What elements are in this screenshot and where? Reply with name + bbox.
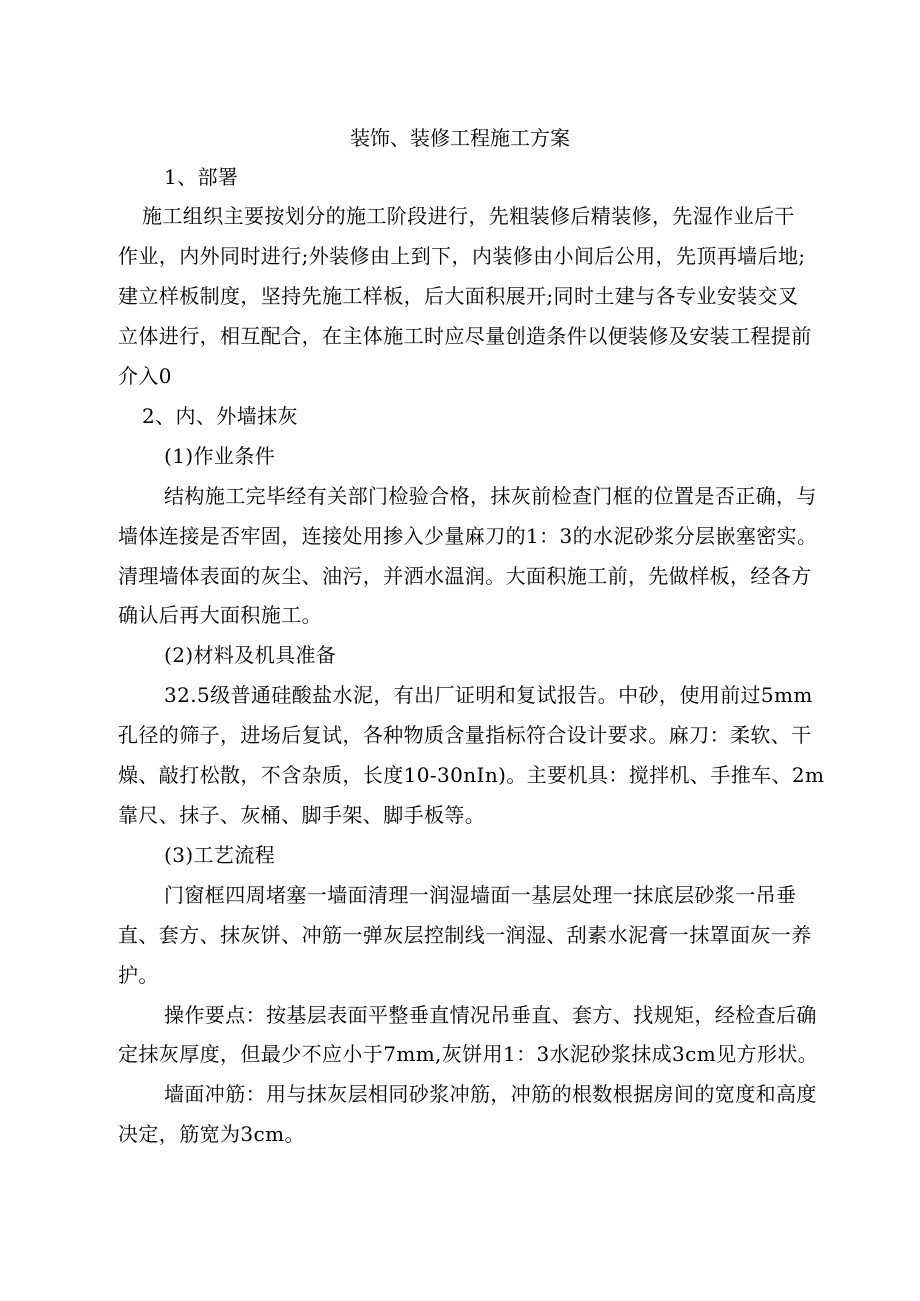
paragraph-line: 结构施工完毕经有关部门检验合格，抹灰前检查门框的位置是否正确，与 bbox=[164, 484, 817, 508]
paragraph-line: 决定，筋宽为3cm。 bbox=[118, 1122, 305, 1146]
paragraph-line: 墙体连接是否牢固，连接处用掺入少量麻刀的1：3的水泥砂浆分层嵌塞密实。 bbox=[118, 524, 818, 548]
paragraph-line: 靠尺、抹子、灰桶、脚手架、脚手板等。 bbox=[118, 803, 486, 827]
subsection-heading-process-flow: (3)工艺流程 bbox=[164, 843, 276, 867]
paragraph-line: 确认后再大面积施工。 bbox=[118, 603, 322, 627]
section-heading-deployment: 1、部署 bbox=[164, 165, 239, 189]
subsection-heading-materials: (2)材料及机具准备 bbox=[164, 643, 337, 667]
paragraph-line: 孔径的筛子，进场后复试，各种物质含量指标符合设计要求。麻刀：柔软、干 bbox=[118, 723, 812, 747]
paragraph-line: 操作要点：按基层表面平整垂直情况吊垂直、套方、找规矩，经检查后确 bbox=[164, 1003, 817, 1027]
section-heading-wall-plastering: 2、内、外墙抹灰 bbox=[142, 404, 298, 428]
paragraph-line: 清理墙体表面的灰尘、油污，并洒水温润。大面积施工前，先做样板，经各方 bbox=[118, 564, 812, 588]
paragraph-line: 门窗框四周堵塞一墙面清理一润湿墙面一基层处理一抹底层砂浆一吊垂 bbox=[164, 883, 797, 907]
document-title: 装饰、装修工程施工方案 bbox=[350, 126, 570, 150]
paragraph-line: 墙面冲筋：用与抹灰层相同砂浆冲筋，冲筋的根数根据房间的宽度和高度 bbox=[164, 1082, 817, 1106]
paragraph-line: 燥、敲打松散，不含杂质，长度10-30nIn)。主要机具：搅拌机、手推车、2m bbox=[118, 763, 825, 787]
paragraph-line: 建立样板制度，坚持先施工样板，后大面积展开;同时土建与各专业安装交叉 bbox=[118, 284, 799, 308]
paragraph-line: 作业，内外同时进行;外装修由上到下，内装修由小间后公用，先顶再墙后地; bbox=[118, 244, 806, 268]
paragraph-line: 定抹灰厚度，但最少不应小于7mm,灰饼用1：3水泥砂浆抹成3cm见方形状。 bbox=[118, 1042, 819, 1066]
paragraph-line: 护。 bbox=[118, 963, 159, 987]
paragraph-line: 施工组织主要按划分的施工阶段进行，先粗装修后精装修，先湿作业后干 bbox=[142, 204, 795, 228]
subsection-heading-work-conditions: (1)作业条件 bbox=[164, 444, 276, 468]
paragraph-line: 直、套方、抹灰饼、冲筋一弹灰层控制线一润湿、刮素水泥膏一抹罩面灰一养 bbox=[118, 923, 812, 947]
paragraph-line: 32.5级普通硅酸盐水泥，有出厂证明和复试报告。中砂，使用前过5mm bbox=[164, 683, 813, 707]
paragraph-line: 介入0 bbox=[118, 364, 172, 388]
paragraph-line: 立体进行，相互配合，在主体施工时应尽量创造条件以便装修及安装工程提前 bbox=[118, 324, 812, 348]
